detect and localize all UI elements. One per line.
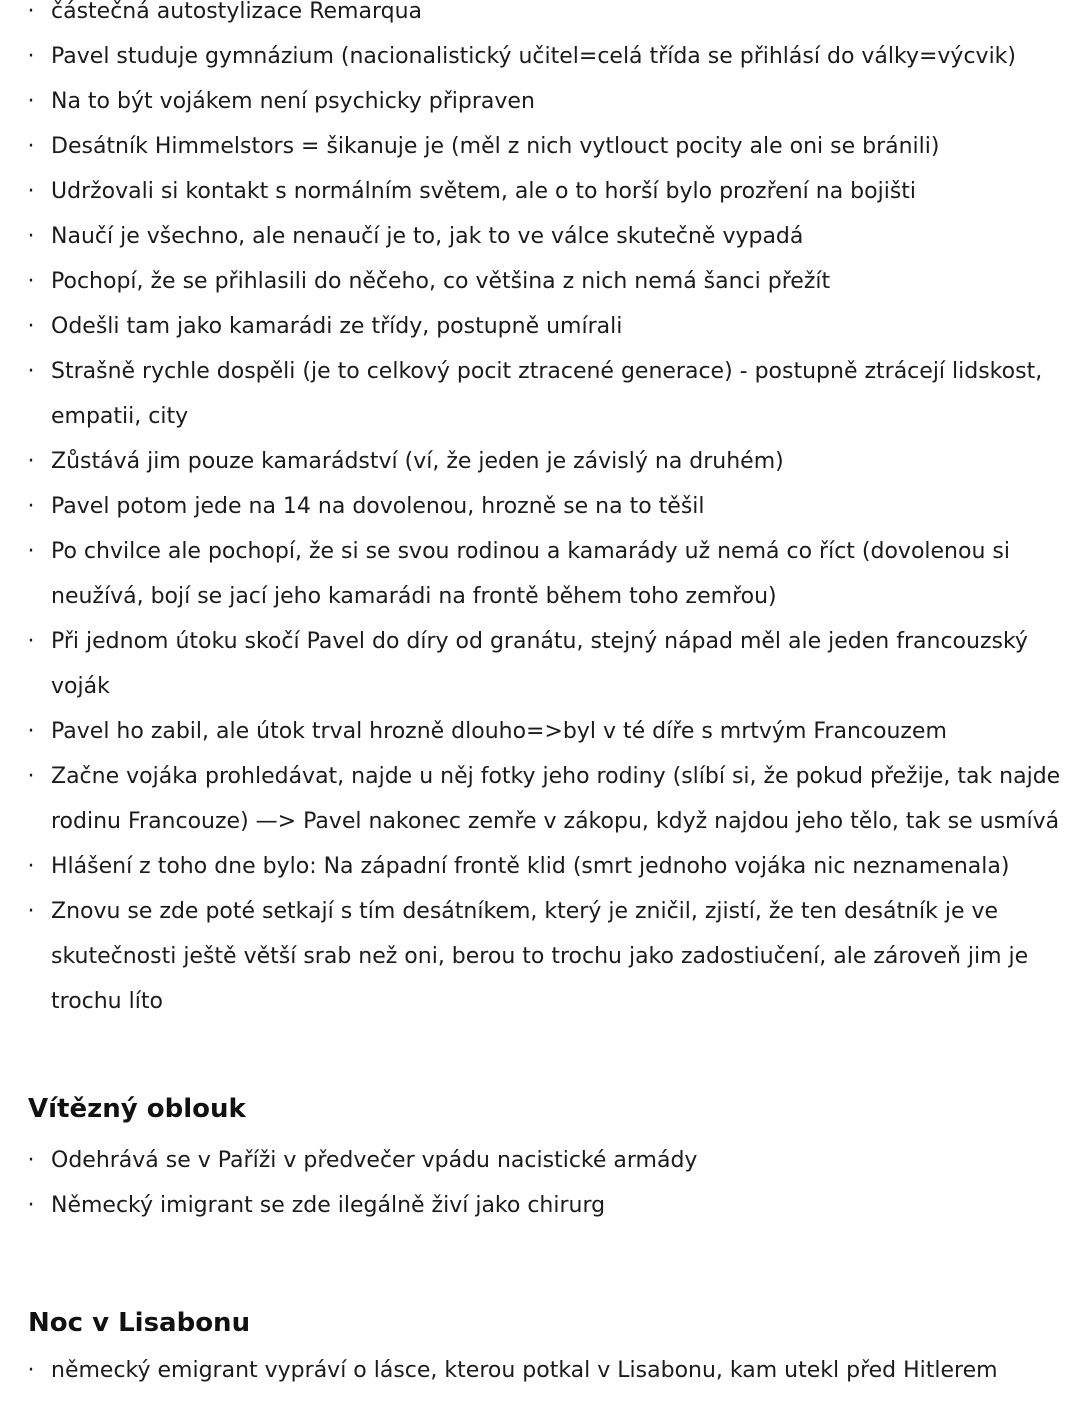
list-item	[27, 709, 1080, 754]
list-item	[27, 1138, 1080, 1183]
bullet-dot-icon: ·	[27, 539, 35, 564]
list-item	[27, 79, 1080, 124]
list-item-text: Pavel ho zabil, ale útok trval hrozně dlouho=>byl v té díře s mrtvým Francouzem	[51, 719, 947, 744]
list-item-text: Pavel potom jede na 14 na dovolenou, hrozně se na to těšil	[51, 494, 705, 519]
section-heading-noc-v-lisabonu: Noc v Lisabonu	[28, 1308, 251, 1338]
list-item	[27, 1348, 1080, 1393]
bullet-dot-icon: ·	[27, 224, 35, 249]
list-item	[27, 0, 1080, 34]
bullet-dot-icon: ·	[27, 359, 35, 384]
list-item-text: Odešli tam jako kamarádi ze třídy, postupně umírali	[51, 314, 623, 339]
list-item-text: Pochopí, že se přihlasili do něčeho, co většina z nich nemá šanci přežít	[51, 269, 831, 294]
list-item-text: částečná autostylizace Remarqua	[51, 0, 423, 24]
bullet-dot-icon: ·	[27, 899, 35, 924]
list-item	[27, 439, 1080, 484]
list-item-text: Hlášení z toho dne bylo: Na západní frontě klid (smrt jednoho vojáka nic neznamenala)	[51, 854, 1010, 879]
list-item-text: Strašně rychle dospěli (je to celkový pocit ztracené generace) - postupně ztrácejí lidskost, empatii, city	[51, 359, 1043, 429]
list-item-text: Naučí je všechno, ale nenaučí je to, jak to ve válce skutečně vypadá	[51, 224, 804, 249]
bullet-dot-icon: ·	[27, 494, 35, 519]
list-item-text: Pavel studuje gymnázium (nacionalistický učitel=celá třída se přihlásí do války=výcvik)	[51, 44, 1017, 69]
bullet-dot-icon: ·	[27, 1148, 35, 1173]
list-item-text: Udržovali si kontakt s normálním světem, ale o to horší bylo prozření na bojišti	[51, 179, 917, 204]
bullet-dot-icon: ·	[27, 0, 35, 24]
list-item	[27, 889, 1080, 1024]
bullet-dot-icon: ·	[27, 449, 35, 474]
list-item	[27, 529, 1080, 619]
bullet-dot-icon: ·	[27, 89, 35, 114]
list-item-text: Desátník Himmelstors = šikanuje je (měl z nich vytlouct pocity ale oni se bránili)	[51, 134, 940, 159]
section-heading-vitezny-oblouk: Vítězný oblouk	[28, 1094, 246, 1124]
bullet-dot-icon: ·	[27, 629, 35, 654]
list-item-text: Německý imigrant se zde ilegálně živí jako chirurg	[51, 1193, 606, 1218]
list-item-text: Odehrává se v Paříži v předvečer vpádu nacistické armády	[51, 1148, 698, 1173]
list-item	[27, 34, 1080, 79]
list-item	[27, 349, 1080, 439]
list-item	[27, 169, 1080, 214]
list-item	[27, 844, 1080, 889]
list-item-text: Znovu se zde poté setkají s tím desátníkem, který je zničil, zjistí, že ten desátník je ve skutečnosti ještě větší srab než oni, berou to trochu jako zadostiučení, ale zároveň jim je trochu líto	[51, 899, 1029, 1014]
list-item	[27, 619, 1080, 709]
list-item	[27, 259, 1080, 304]
bullet-dot-icon: ·	[27, 1358, 35, 1383]
list-item	[27, 1183, 1080, 1228]
list-item	[27, 214, 1080, 259]
bullet-dot-icon: ·	[27, 44, 35, 69]
bullet-dot-icon: ·	[27, 269, 35, 294]
list-item-text: Na to být vojákem není psychicky připraven	[51, 89, 535, 114]
list-item-text: německý emigrant vypráví o lásce, kterou potkal v Lisabonu, kam utekl před Hitlerem	[51, 1358, 998, 1383]
list-item	[27, 304, 1080, 349]
list-item-text: Při jednom útoku skočí Pavel do díry od granátu, stejný nápad měl ale jeden francouzský voják	[51, 629, 1028, 699]
bullet-dot-icon: ·	[27, 719, 35, 744]
list-item	[27, 484, 1080, 529]
bullet-dot-icon: ·	[27, 1193, 35, 1218]
bullet-dot-icon: ·	[27, 179, 35, 204]
bullet-dot-icon: ·	[27, 854, 35, 879]
bullet-list-noc-v-lisabonu	[0, 1348, 1080, 1393]
bullet-list-vitezny-oblouk	[0, 1138, 1080, 1228]
list-item-text: Zůstává jim pouze kamarádství (ví, že jeden je závislý na druhém)	[51, 449, 784, 474]
list-item-text: Začne vojáka prohledávat, najde u něj fotky jeho rodiny (slíbí si, že pokud přežije, tak najde rodinu Francouze) —> Pavel nakonec zemře v zákopu, když najdou jeho tělo, tak se usmívá	[51, 764, 1061, 834]
list-item	[27, 124, 1080, 169]
list-item	[27, 754, 1080, 844]
bullet-dot-icon: ·	[27, 134, 35, 159]
bullet-dot-icon: ·	[27, 764, 35, 789]
list-item-text: Po chvilce ale pochopí, že si se svou rodinou a kamarády už nemá co říct (dovolenou si neužívá, bojí se jací jeho kamarádi na frontě během toho zemřou)	[51, 539, 1010, 609]
bullet-dot-icon: ·	[27, 314, 35, 339]
